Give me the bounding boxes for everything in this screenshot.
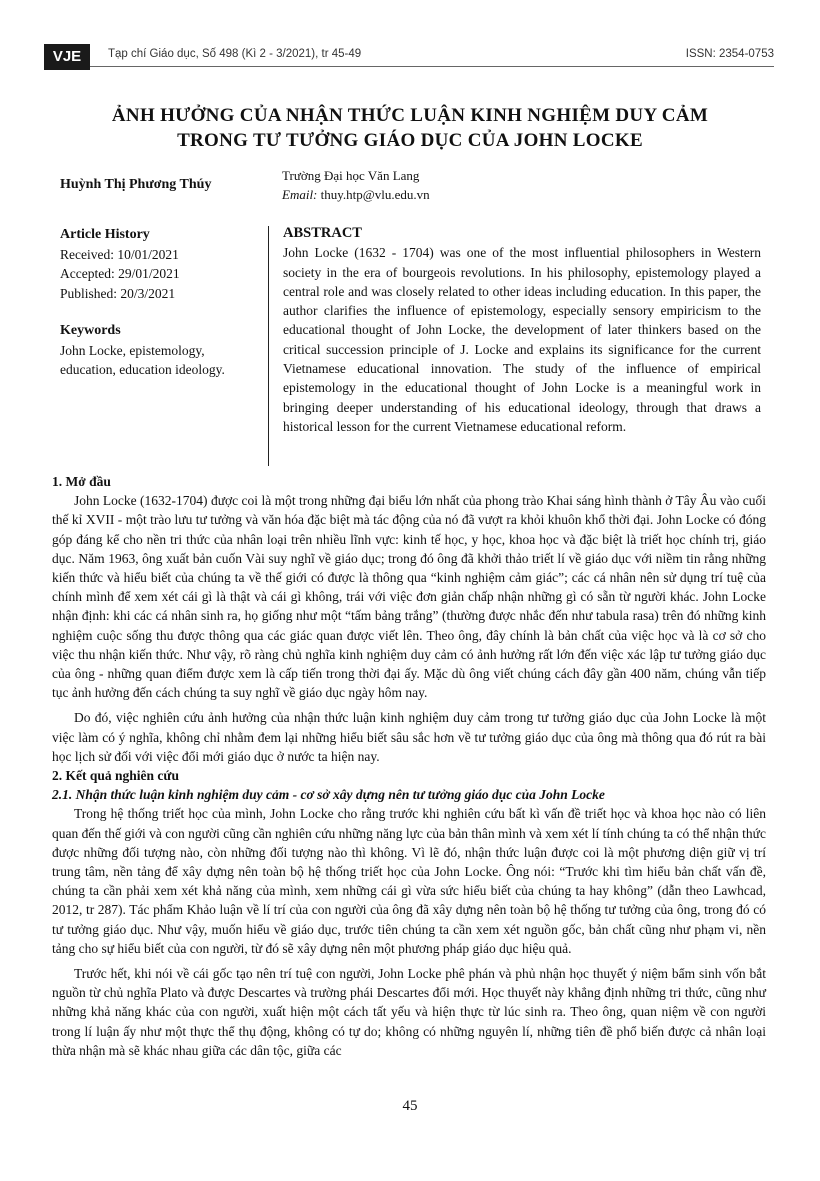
page-header [44, 44, 774, 70]
received-date: Received: 10/01/2021 [60, 246, 179, 262]
email: thuy.htp@vlu.edu.vn [320, 187, 430, 202]
author-affiliation-block [282, 166, 430, 204]
keywords-text: John Locke, epistemology, education, education ideology. [60, 342, 225, 377]
email-line [282, 185, 430, 204]
article-meta [60, 225, 260, 380]
section-1-heading: 1. Mở đầu [52, 474, 111, 489]
title-line-2: TRONG TƯ TƯỞNG GIÁO DỤC CỦA JOHN LOCKE [177, 130, 643, 151]
paragraph-2: Do đó, việc nghiên cứu ảnh hưởng của nhận thức luận kinh nghiệm duy cảm trong tư tưởng giáo dục của John Locke là một việc làm có ý nghĩa, không chỉ nhằm đem lại những hiểu biết sâu sắc hơn về tư tưởng giáo dục của ông mà thông qua đó rút ra bài học lịch sử đối với việc đổi mới giáo dục ở nước ta hiện nay. [52, 710, 766, 764]
paragraph-4: Trước hết, khi nói về cái gốc tạo nên trí tuệ con người, John Locke phê phán và phủ nhận học thuyết ý niệm bẩm sinh vốn bắt nguồn từ chủ nghĩa Plato và được Descartes và trường phái Descartes đổi mới. Học thuyết này khẳng định những tri thức, cũng như những khả năng khác của con người, xuất hiện một cách tất yếu và hiện thực từ lúc sinh ra. Theo ông, quan niệm về con người trong lí luận ấy như một thực thể thụ động, không có tự do; không có những nguyên lí, những tiên đề phổ biến được cả nhân loại thừa nhận mà sẽ khác nhau giữa các dân tộc, giữa các [52, 966, 766, 1058]
abstract [283, 224, 761, 436]
abstract-text: John Locke (1632 - 1704) was one of the most influential philosophers in Western society in the era of bourgeois revolutions. In his philosophy, epistemology played a central role and was closely related to other ideas including education. In this paper, the author clarifies the influence of epistemology, especially sensory empiricism to the educational thought of John Locke, the development of later thinkers based on the critical succession principle of J. Locke and explains its significance for the current Vietnamese educational innovation. The study of the influence of empirical epistemology in the educational thought of John Locke is a meaningful work in bringing deeper understanding of his educational ideology, through that draws a historical lesson for the current Vietnamese educational reform. [283, 245, 761, 434]
column-divider [268, 226, 269, 466]
paragraph-3: Trong hệ thống triết học của mình, John Locke cho rằng trước khi nghiên cứu bất kì vấn đề triết học và khoa học nào có liên quan đến thế giới và con người cũng cần nghiên cứu những năng lực của bản thân mình và xem xét lí tính chúng ta có thể nhận thức được những đối tượng nào, còn những đối tượng nào thì không. Vì lẽ đó, nhận thức luận được coi là một phương diện giữ vị trí trung tâm, nền tảng để xây dựng nên toàn bộ hệ thống triết học của John Locke. Ông nói: “Trước khi tìm hiểu bản chất vấn đề, chúng ta cần phải xem xét khả năng của mình, xem những cái gì vừa sức hiểu biết của chúng ta hay không” (dẫn theo Lawhcad, 2012, tr 287). Tác phẩm Khảo luận về lí trí của con người của ông đã xây dựng nên toàn bộ hệ thống tư tưởng của ông, trong đó có tư tưởng giáo dục. Như vậy, muốn hiểu về giáo dục, trước tiên chúng ta cần xem xét nguồn gốc, bản chất cũng như phạm vi, nền tảng cho sự hiểu biết của con người, từ đó sẽ xây dựng nên một phương pháp giáo dục hiệu quả. [52, 806, 766, 956]
author-name: Huỳnh Thị Phương Thúy [60, 177, 212, 192]
body-text [52, 472, 766, 1060]
email-label: Email: [282, 187, 318, 202]
title-line-1: ẢNH HƯỞNG CỦA NHẬN THỨC LUẬN KINH NGHIỆM DUY CẢM [111, 105, 709, 126]
paragraph-1: John Locke (1632-1704) được coi là một trong những đại biểu lớn nhất của phong trào Khai sáng hình thành ở Tây Âu vào cuối thế kỉ XVII - một trào lưu tư tưởng và văn hóa đặc biệt mà tác động của nó đã vượt ra khỏi khuôn khổ thời đại. John Locke có đóng góp đáng kể cho nền tri thức của nhân loại trên nhiều lĩnh vực: kinh tế học, y học, khoa học và đặc biệt là triết học chính trị, giáo dục. Năm 1963, ông xuất bản cuốn Vài suy nghĩ về giáo dục; trong đó ông đã khởi thảo triết lí về giáo dục với niềm tin rằng những kiến thức và hiểu biết của chúng ta về thế giới có được là thông qua “kinh nghiệm cảm giác”; các cá nhân nên sử dụng trí tuệ của chính mình để xem xét cái gì là thật và cái gì không, trái với việc đơn giản chấp nhận những gì có sẵn từ người khác. John Locke nhận định: khi các cá nhân sinh ra, họ giống như một “tấm bảng trắng” (thường được nhắc đến như tabula rasa) trên đó những kinh nghiệm cuộc sống thu được thông qua các giác quan được viết lên. Theo ông, đây chính là bản chất của việc học và là cơ sở cho việc thu nhận kiến thức. Như vậy, rõ ràng chủ nghĩa kinh nghiệm duy cảm có ảnh hưởng rất lớn đến việc xác lập tư tưởng giáo dục của ông - những quan điểm được xem là cấp tiến trong thời đại ấy. Mặc dù ông viết chúng cách đây gần 400 năm, chúng vẫn tiếp tục ảnh hưởng đến cách chúng ta suy nghĩ về giáo dục ngày hôm nay. [52, 493, 766, 701]
section-2-heading: 2. Kết quả nghiên cứu [52, 768, 179, 784]
issn: ISSN: 2354-0753 [685, 48, 774, 60]
journal-logo: VJE [44, 44, 90, 70]
keywords-heading: Keywords [60, 323, 121, 338]
accepted-date: Accepted: 29/01/2021 [60, 266, 180, 281]
header-rule [90, 66, 774, 67]
published-date: Published: 20/3/2021 [60, 285, 176, 301]
abstract-heading: ABSTRACT [283, 225, 362, 241]
section-2-1-heading: 2.1. Nhận thức luận kinh nghiệm duy cảm - cơ sở xây dựng nên tư tưởng giáo dục của John Locke [52, 787, 605, 803]
article-history-heading: Article History [60, 227, 150, 242]
page-number: 45 [402, 1098, 418, 1114]
journal-citation: Tạp chí Giáo dục, Số 498 (Kì 2 - 3/2021), tr 45-49 [108, 48, 362, 60]
affiliation: Trường Đại học Văn Lang [282, 168, 420, 183]
